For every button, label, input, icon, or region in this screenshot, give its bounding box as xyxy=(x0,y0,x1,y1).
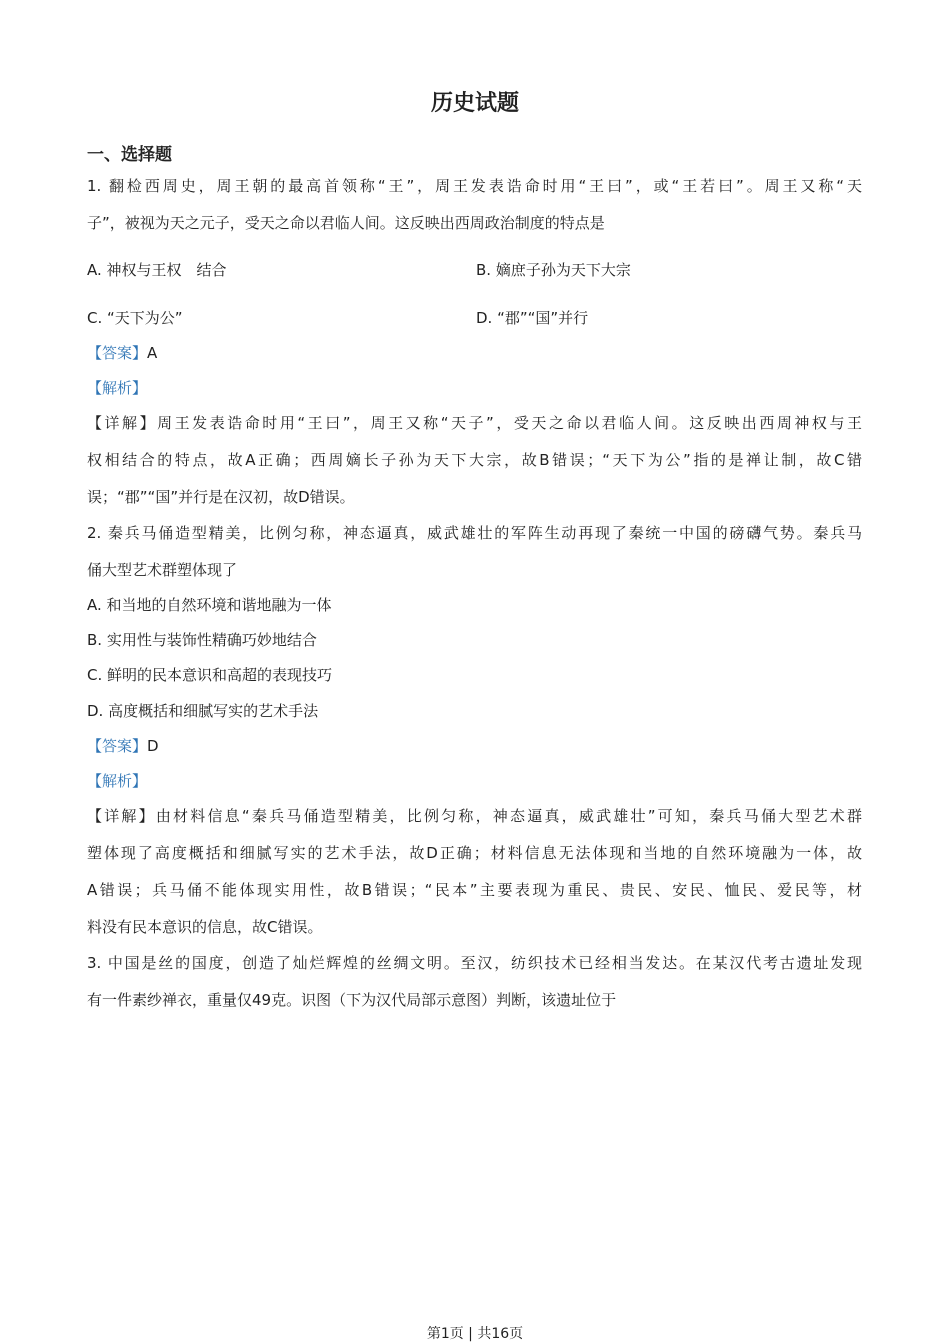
q1-detail: 误；“郡”“国”并行是在汉初，故D错误。 xyxy=(87,488,355,506)
q1-option-a: A. 神权与王权 结合 xyxy=(87,261,227,279)
q2-option-c: C. 鲜明的民本意识和高超的表现技巧 xyxy=(87,666,333,684)
detail-text: 周王发表诰命时用“王曰”，周王又称“天子”，受天之命以君临人间。这反映出西周神权与王 xyxy=(157,414,862,432)
q1-option-c: C. “天下为公” xyxy=(87,309,183,327)
page-title: 历史试题 xyxy=(430,91,519,116)
page-footer: 第1页 | 共16页 xyxy=(426,1326,524,1342)
question-3-text: 有一件素纱禅衣，重量仅49克。识图（下为汉代局部示意图）判断，该遗址位于 xyxy=(87,991,617,1009)
detail-tag: 【详解】 xyxy=(87,414,158,432)
q1-detail: 权相结合的特点，故A正确；西周嫡长子孙为天下大宗，故B错误；“天下为公”指的是禅让制，故C错 xyxy=(87,451,862,469)
answer-tag: 【答案】 xyxy=(87,344,148,362)
q1-answer xyxy=(87,343,862,363)
question-1-text: 子”，被视为天之元子，受天之命以君临人间。这反映出西周政治制度的特点是 xyxy=(87,214,605,232)
answer-value: A xyxy=(147,344,158,362)
q2-detail xyxy=(87,806,862,826)
detail-tag: 【详解】 xyxy=(87,807,156,825)
q1-option-d: D. “郡”“国”并行 xyxy=(476,309,589,327)
analysis-tag: 【解析】 xyxy=(87,379,148,397)
q2-detail: 塑体现了高度概括和细腻写实的艺术手法，故D正确；材料信息无法体现和当地的自然环境融为一体，故 xyxy=(87,844,862,862)
question-1-text: 1. 翻检西周史，周王朝的最高首领称“王”，周王发表诰命时用“王曰”，或“王若曰”。周王又称“天 xyxy=(87,177,862,195)
q2-option-d: D. 高度概括和细腻写实的艺术手法 xyxy=(87,702,319,720)
section-heading: 一、选择题 xyxy=(87,145,172,165)
question-2-text: 2. 秦兵马俑造型精美，比例匀称，神态逼真，威武雄壮的军阵生动再现了秦统一中国的磅礴气势。秦兵马 xyxy=(87,524,862,542)
analysis-tag: 【解析】 xyxy=(87,772,148,790)
q1-detail xyxy=(87,413,862,433)
answer-value: D xyxy=(147,737,159,755)
q2-option-a: A. 和当地的自然环境和谐地融为一体 xyxy=(87,596,332,614)
question-3-text: 3. 中国是丝的国度，创造了灿烂辉煌的丝绸文明。至汉，纺织技术已经相当发达。在某汉代考古遗址发现 xyxy=(87,954,862,972)
q2-answer xyxy=(87,736,862,756)
question-2-text: 俑大型艺术群塑体现了 xyxy=(87,561,238,579)
detail-text: 由材料信息“秦兵马俑造型精美，比例匀称，神态逼真，威武雄壮”可知，秦兵马俑大型艺术群 xyxy=(155,807,862,825)
q2-option-b: B. 实用性与装饰性精确巧妙地结合 xyxy=(87,631,317,649)
answer-tag: 【答案】 xyxy=(87,737,148,755)
q2-detail: A错误；兵马俑不能体现实用性，故B错误；“民本”主要表现为重民、贵民、安民、恤民、爱民等，材 xyxy=(87,881,862,899)
q2-detail: 料没有民本意识的信息，故C错误。 xyxy=(87,918,323,936)
q1-option-b: B. 嫡庶子孙为天下大宗 xyxy=(476,261,631,279)
